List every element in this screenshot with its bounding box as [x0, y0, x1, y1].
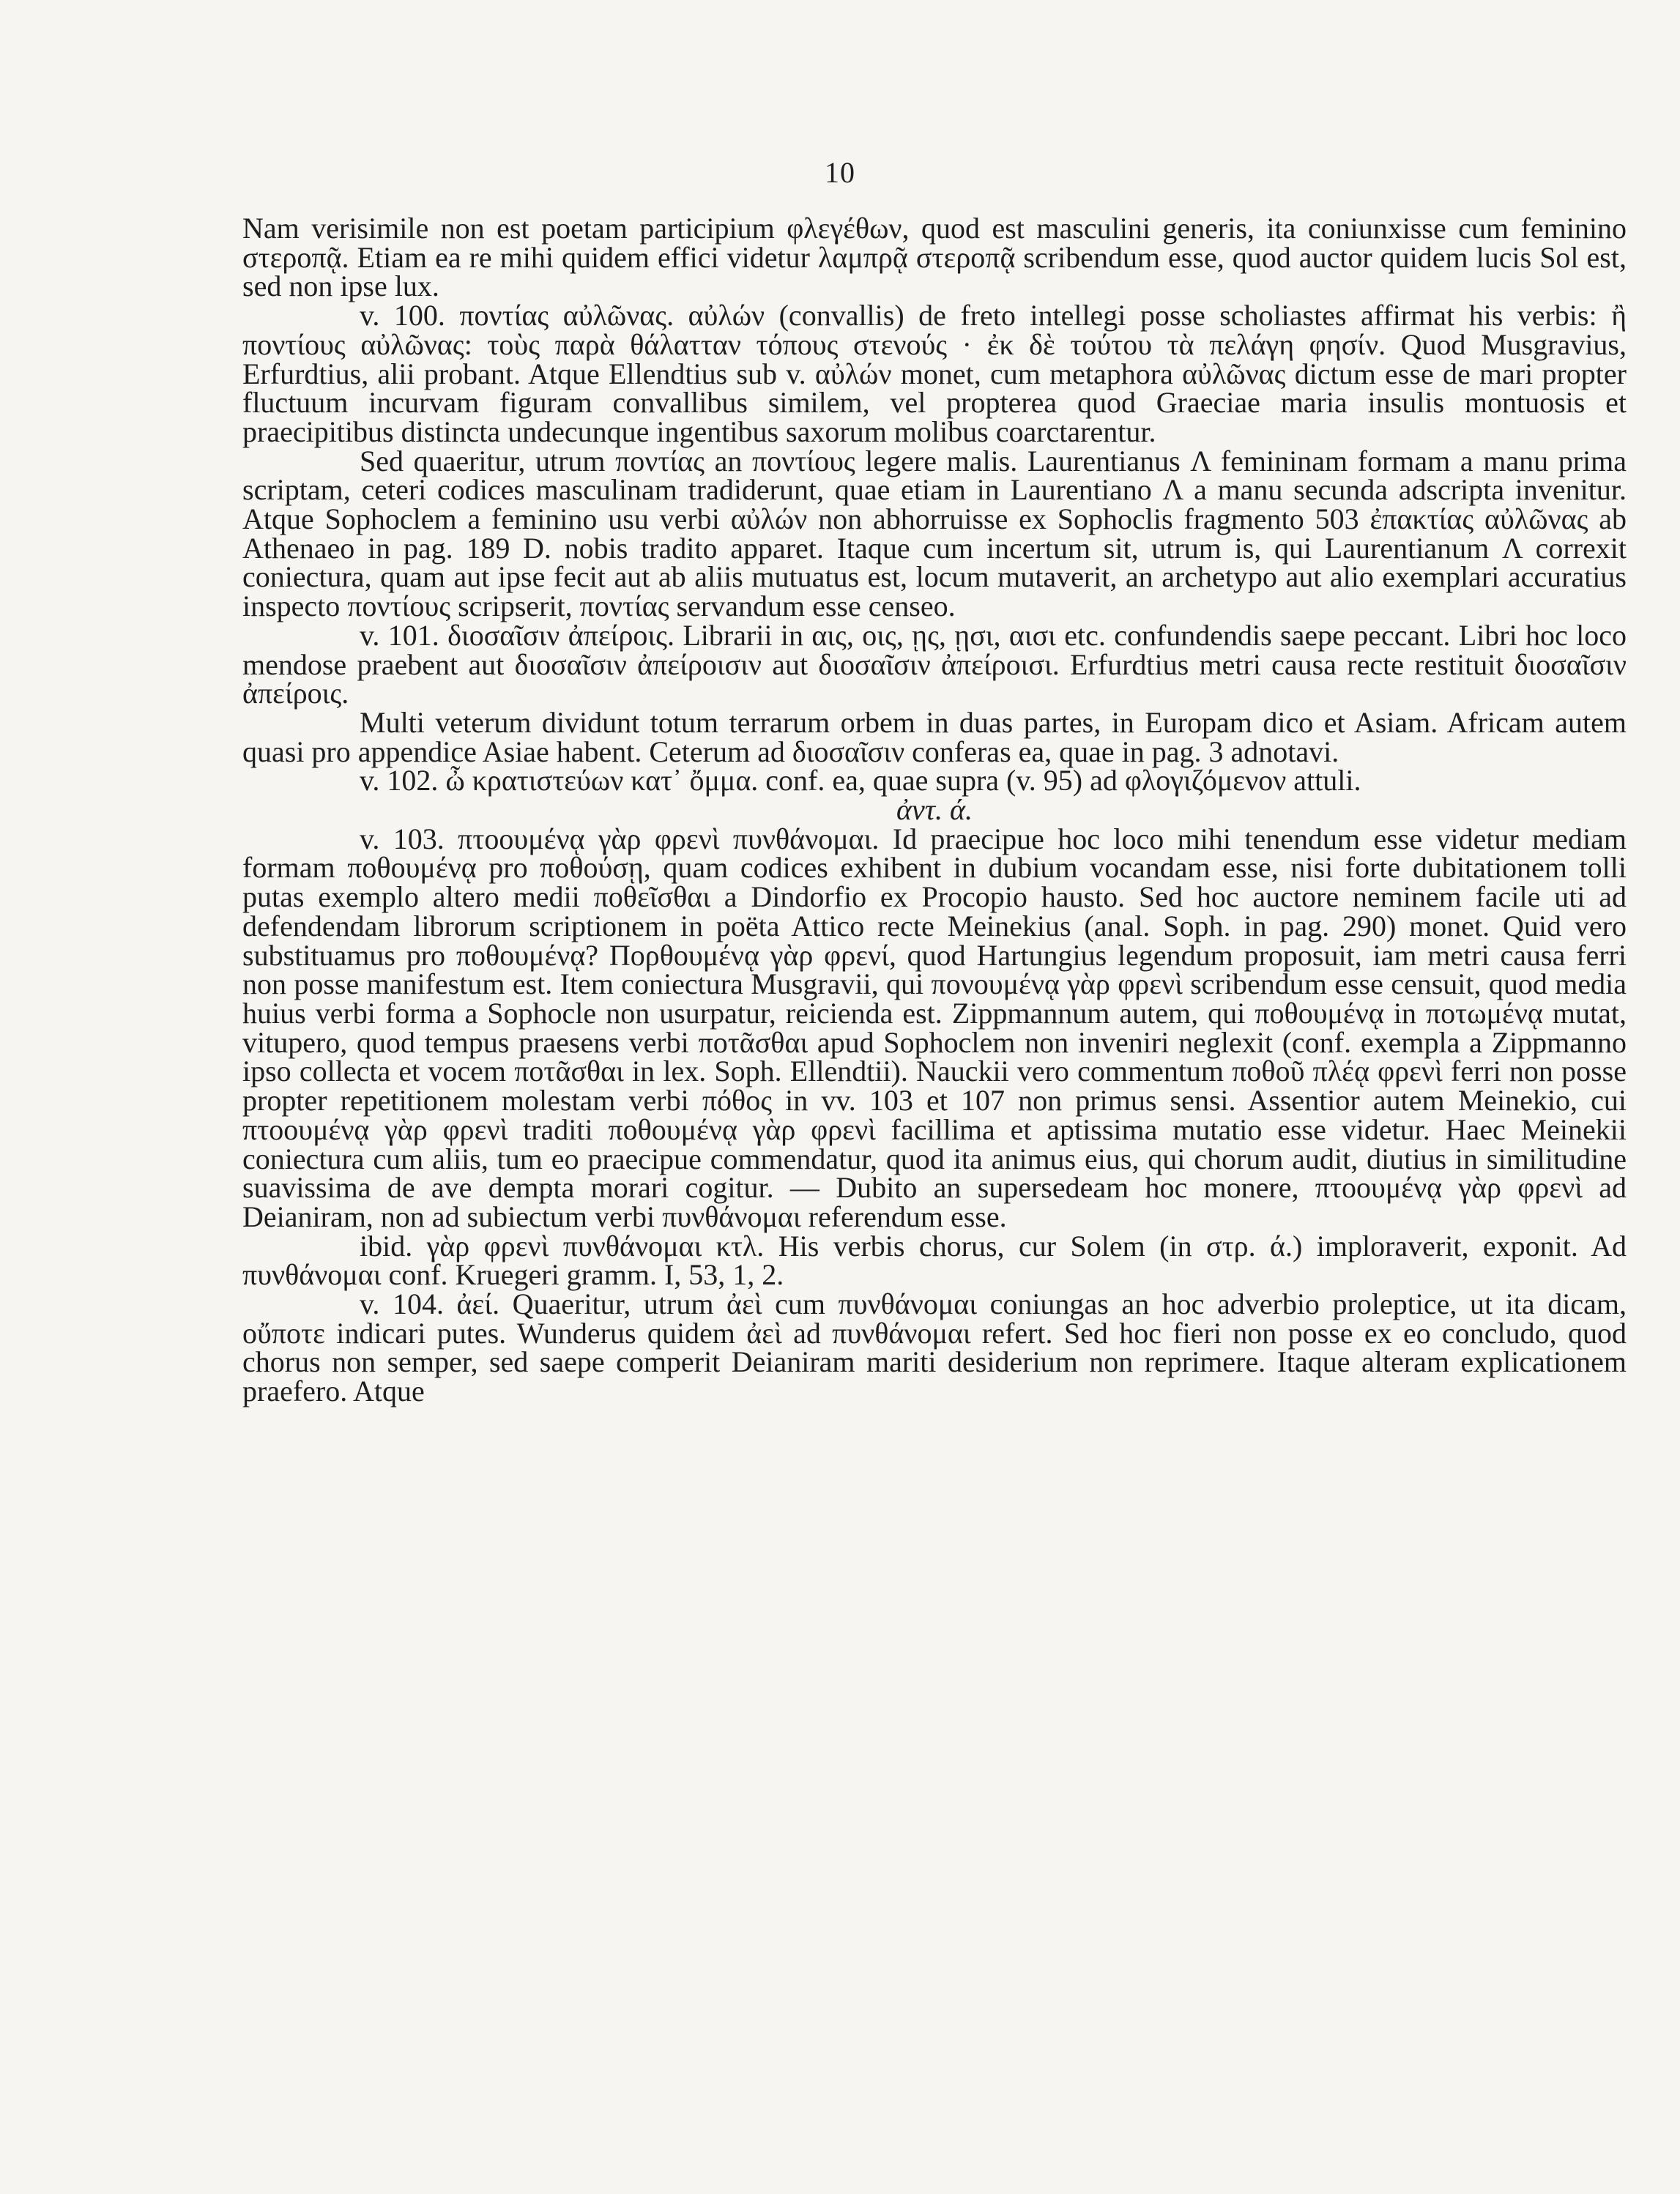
paragraph-3: Sed quaeritur, utrum ποντίας an ποντίους legere malis. Laurentianus Λ femininam formam a manu prima scriptam, ceteri codices masculinam tradiderunt, quae etiam in Laurentiano Λ a manu secunda adscripta invenitur. Atque Sophoclem a feminino usu verbi αὐλών non abhorruisse ex Sophoclis fragmento 503 ἐπακτίας αὐλῶνας ab Athenaeo in pag. 189 D. nobis tradito apparet. Itaque cum incertum sit, utrum is, qui Laurentianum Λ correxit coniectura, quam aut ipse fecit aut ab aliis mutuatus est, locum mutaverit, an archetypo aut alio exemplari accuratius inspecto ποντίους scripserit, ποντίας servandum esse censeo. — [242, 444, 1627, 623]
paragraph-8: v. 103. πτοουμένᾳ γὰρ φρενὶ πυνθάνομαι. Id praecipue hoc loco mihi tenendum esse videtur mediam formam ποθουμένᾳ pro ποθούσῃ, quam codices exhibent in dubium vocandam esse, nisi forte dubitationem tolli putas exemplo altero medii ποθεῖσθαι a Dindorfio ex Procopio hausto. Sed hoc auctore neminem facile uti ad defendendam librorum scriptionem in poëta Attico recte Meinekius (anal. Soph. in pag. 290) monet. Quid vero substituamus pro ποθουμένᾳ? Πορθουμένᾳ γὰρ φρενί, quod Hartungius legendum proposuit, iam metri causa ferri non posse manifestum est. Item coniectura Musgravii, qui πονουμένᾳ γὰρ φρενὶ scribendum esse censuit, quod media huius verbi forma a Sophocle non usurpatur, reicienda est. Zippmannum autem, qui ποθουμένᾳ in ποτωμένᾳ mutat, vitupero, quod tempus praesens verbi ποτᾶσθαι apud Sophoclem non inveniri neglexit (conf. exempla a Zippmanno ipso collecta et vocem ποτᾶσθαι in lex. Soph. Ellendtii). Nauckii vero commentum ποθοῦ πλέᾳ φρενὶ ferri non posse propter repetitionem molestam verbi πόθος in vv. 103 et 107 non primus sensi. Assentior autem Meinekio, cui πτοουμένᾳ γὰρ φρενὶ traditi ποθουμένᾳ γὰρ φρενὶ facillima et aptissima mutatio esse videtur. Haec Meinekii coniectura cum aliis, tum eo praecipue commendatur, quod ita animus eius, qui chorum audit, diutius in similitudine suavissima de ave dempta morari cogitur. — Dubito an supersedeam hoc monere, πτοουμένᾳ γὰρ φρενὶ ad Deianiram, non ad subiectum verbi πυνθάνομαι referendum esse. — [242, 822, 1627, 1233]
body-text — [242, 214, 1627, 1406]
paragraph-6: v. 102. ὦ κρατιστεύων κατ᾽ ὄμμα. conf. ea, quae supra (v. 95) ad φλογιζόμενον attuli. — [360, 764, 1361, 797]
paragraph-9: ibid. γὰρ φρενὶ πυνθάνομαι κτλ. His verbis chorus, cur Solem (in στρ. ά.) imploraverit, exponit. Ad πυνθάνομαι conf. Kruegeri gramm. I, 53, 1, 2. — [242, 1229, 1627, 1292]
paragraph-2: v. 100. ποντίας αὐλῶνας. αὐλών (convallis) de freto intellegi posse scholiastes affirmat his verbis: ἢ ποντίους αὐλῶνας: τοὺς παρὰ θάλατταν τόπους στενούς · ἐκ δὲ τούτου τὰ πελάγη φησίν. Quod Musgravius, Erfurdtius, alii probant. Atque Ellendtius sub v. αὐλών monet, cum metaphora αὐλῶνας dictum esse de mari propter fluctuum incurvam figuram convallibus similem, vel propterea quod Graeciae maria insulis montuosis et praecipitibus distincta undecunque ingentibus saxorum molibus coarctarentur. — [242, 299, 1627, 448]
page-number: 10 — [825, 156, 855, 189]
paragraph-4: v. 101. διοσαῖσιν ἀπείροις. Librarii in αις, οις, ῃς, ῃσι, αισι etc. confundendis saepe peccant. Libri hoc loco mendose praebent aut διοσαῖσιν ἀπείροισιν aut διοσαῖσιν ἀπείροισι. Erfurdtius metri causa recte restituit διοσαῖσιν ἀπείροις. — [242, 618, 1627, 710]
paragraph-5: Multi veterum dividunt totum terrarum orbem in duas partes, in Europam dico et Asiam. Africam autem quasi pro appendice Asiae habent. Ceterum ad διοσαῖσιν conferas ea, quae in pag. 3 adnotavi. — [242, 705, 1627, 768]
section-heading-antistrophe: ἀντ. ά. — [896, 793, 973, 827]
paragraph-10: v. 104. ἀεί. Quaeritur, utrum ἀεὶ cum πυνθάνομαι coniungas an hoc adverbio proleptice, ut ita dicam, οὔποτε indicari putes. Wunderus quidem ἀεὶ ad πυνθάνομαι refert. Sed hoc fieri non posse ex eo concludo, quod chorus non semper, sed saepe comperit Deianiram mariti desiderium non reprimere. Itaque alteram explicationem praefero. Atque — [242, 1287, 1627, 1408]
paragraph-1: Nam verisimile non est poetam participium φλεγέθων, quod est masculini generis, ita coniunxisse cum feminino στεροπᾷ. Etiam ea re mihi quidem effici videtur λαμπρᾷ στεροπᾷ scribendum esse, quod auctor quidem lucis Sol est, sed non ipse lux. — [242, 212, 1627, 303]
